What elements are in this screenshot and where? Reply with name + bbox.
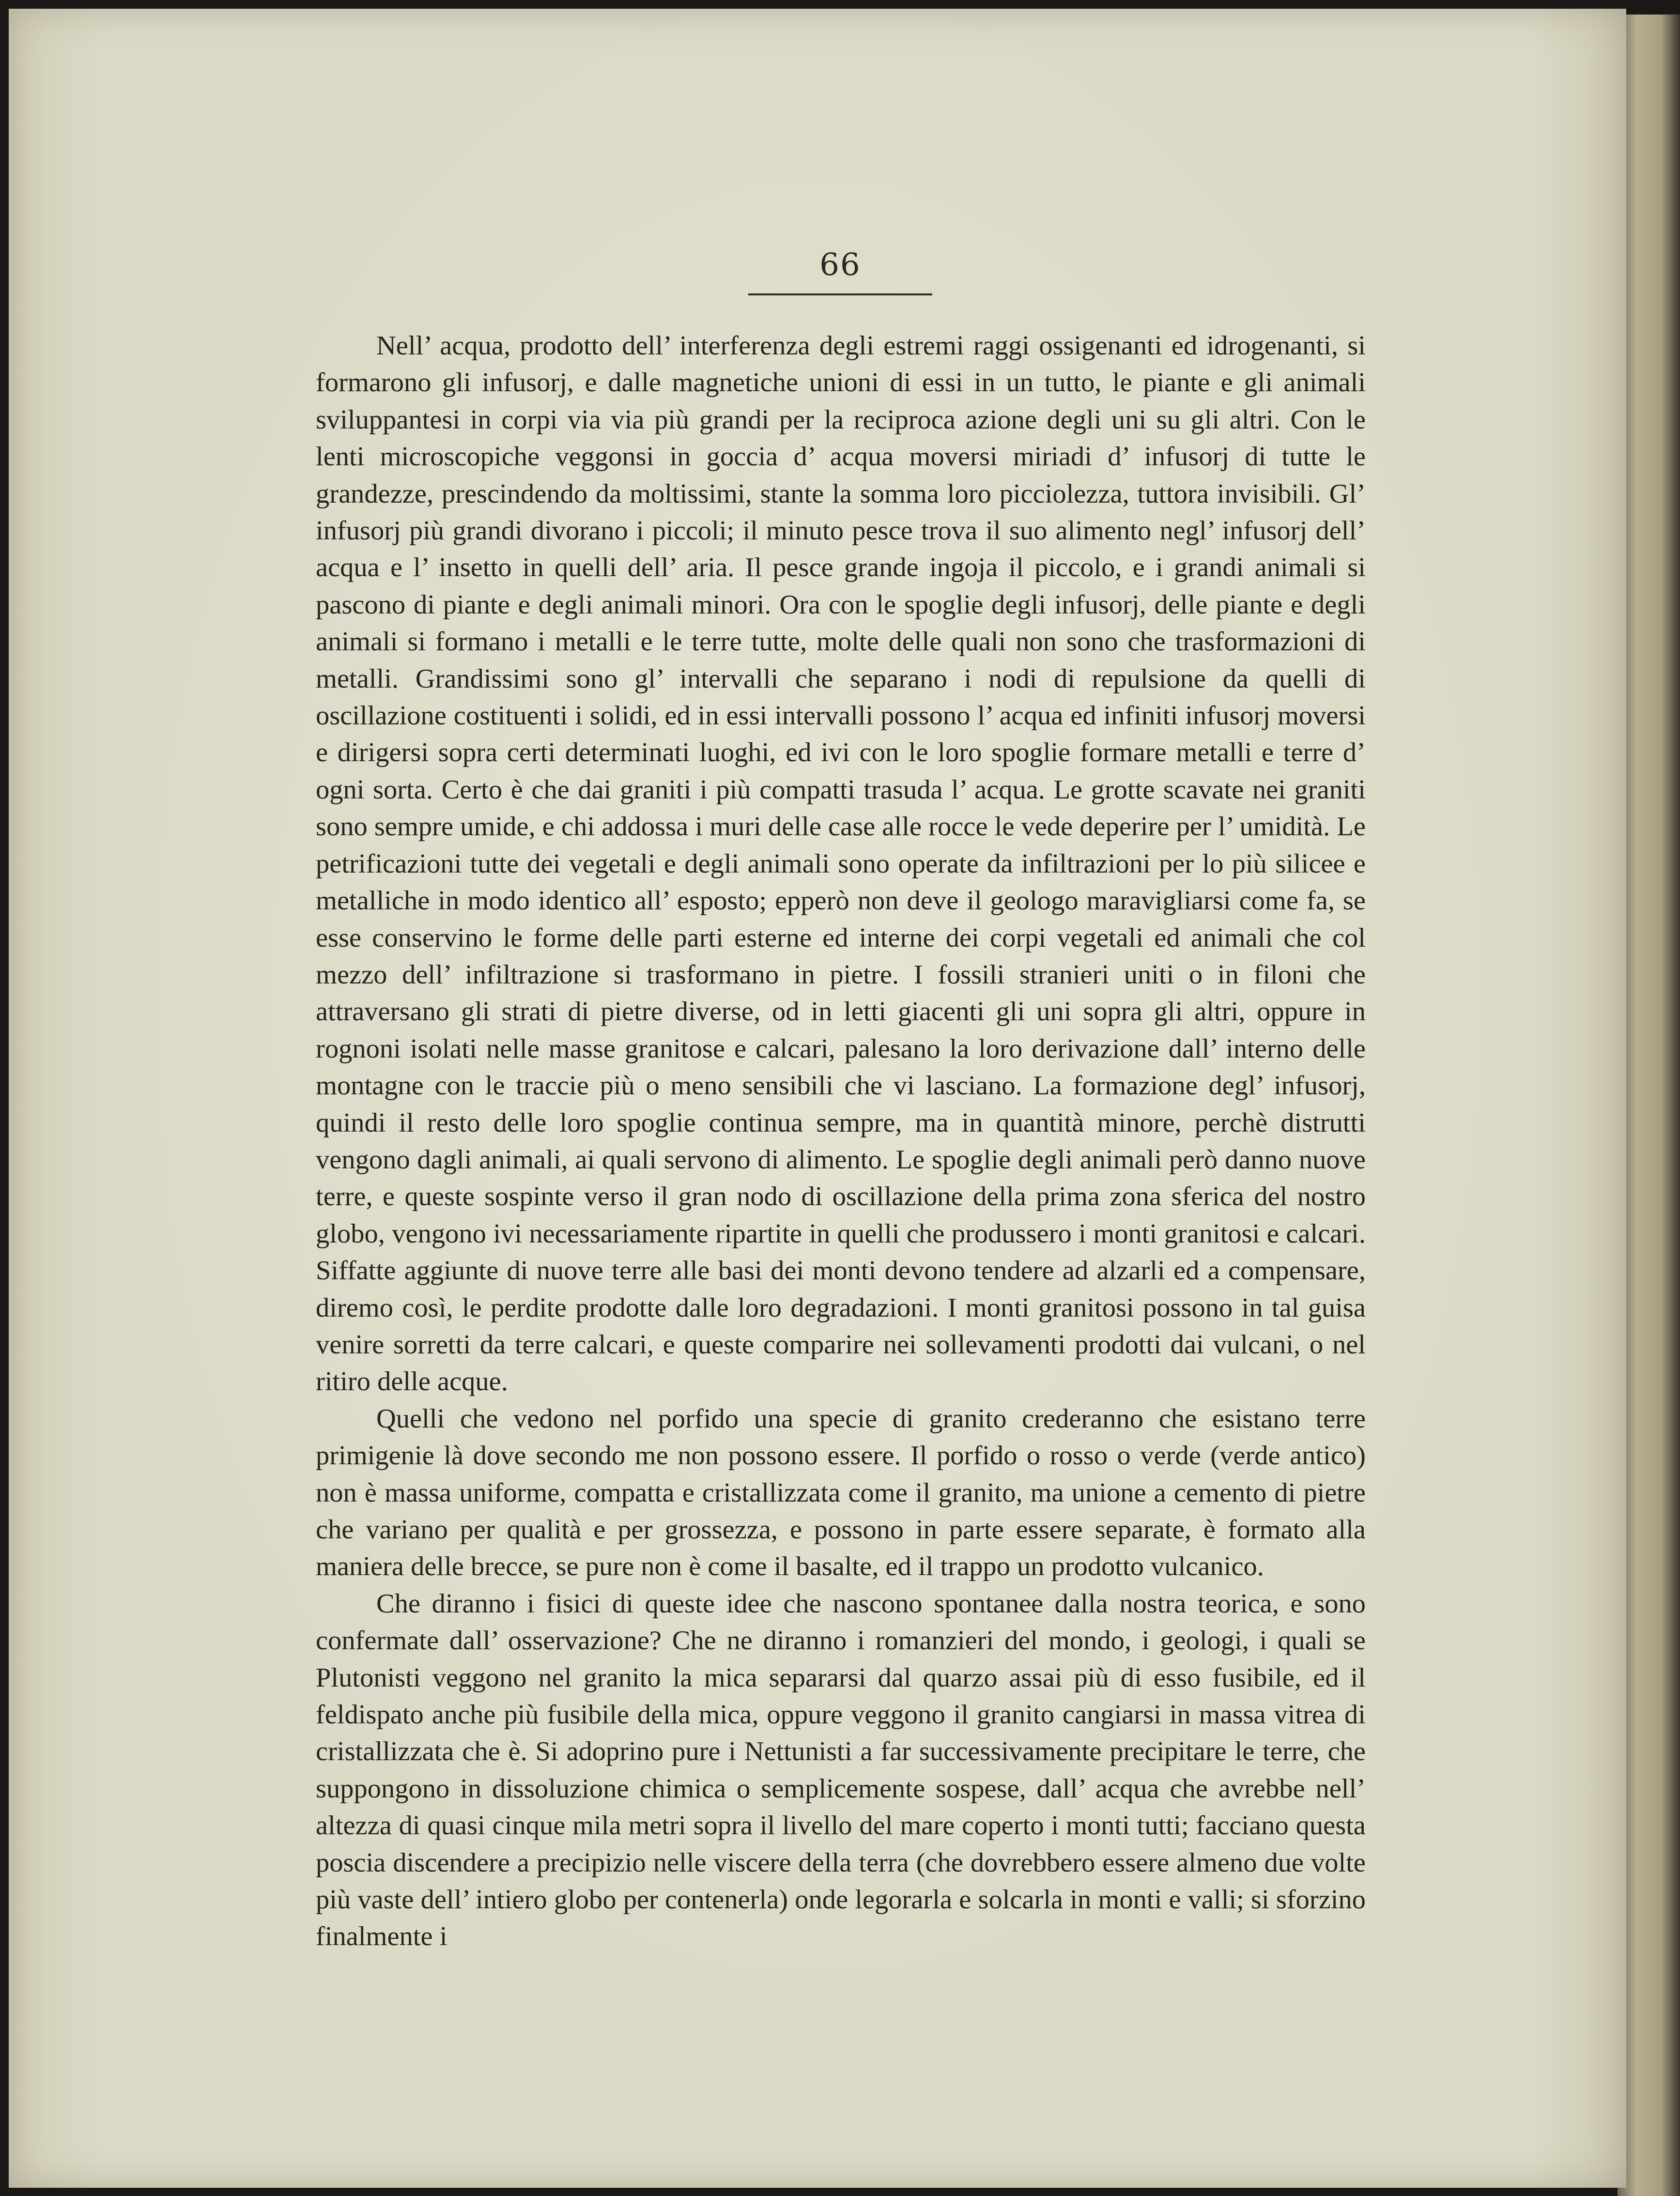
page-number: 66 bbox=[819, 247, 861, 283]
adjacent-page-edge bbox=[1618, 15, 1680, 2196]
paragraph-1: Nell’ acqua, prodotto dell’ interferenza degli estremi raggi ossigenanti ed idrogenanti, si formarono gli infusorj, e dalle magnetiche unioni di essi in un tutto, le piante e gli animali sviluppantesi in corpi via via più grandi per la reciproca azione degli uni su gli altri. Con le lenti microscopiche veggonsi in goccia d’ acqua moversi miriadi d’ infusorj di tutte le grandezze, prescindendo da moltissimi, stante la somma loro picciolezza, tuttora invisibili. Gl’ infusorj più grandi divorano i piccoli; il minuto pesce trova il suo alimento negl’ infusorj dell’ acqua e l’ insetto in quelli dell’ aria. Il pesce grande ingoja il piccolo, e i grandi animali si pascono di piante e degli animali minori. Ora con le spoglie degli infusorj, delle piante e degli animali si formano i metalli e le terre tutte, molte delle quali non sono che trasformazioni di metalli. Grandissimi sono gl’ intervalli che separano i nodi di repulsione da quelli di oscillazione costituenti i solidi, ed in essi intervalli possono l’ acqua ed infiniti infusorj moversi e dirigersi sopra certi determinati luoghi, ed ivi con le loro spoglie formare metalli e terre d’ ogni sorta. Certo è che dai graniti i più compatti trasuda l’ acqua. Le grotte scavate nei graniti sono sempre umide, e chi addossa i muri delle case alle rocce le vede deperire per l’ umidità. Le petrificazioni tutte dei vegetali e degli animali sono operate da infiltrazioni per lo più silicee e metalliche in modo identico all’ esposto; epperò non deve il geologo maravigliarsi come fa, se esse conservino le forme delle parti esterne ed interne dei corpi vegetali ed animali che col mezzo dell’ infiltrazione si trasformano in pietre. I fossili stranieri uniti o in filoni che attraversano gli strati di pietre diverse, od in letti giacenti gli uni sopra gli altri, oppure in rognoni isolati nelle masse granitose e calcari, palesano la loro derivazione dall’ interno delle montagne con le traccie più o meno sensibili che vi lasciano. La formazione degl’ infusorj, quindi il resto delle loro spoglie continua sempre, ma in quantità minore, perchè distrutti vengono dagli animali, ai quali servono di alimento. Le spoglie degli animali però danno nuove terre, e queste sospinte verso il gran nodo di oscillazione della prima zona sferica del nostro globo, vengono ivi necessariamente ripartite in quelli che produssero i monti granitosi e calcari. Siffatte aggiunte di nuove terre alle basi dei monti devono tendere ad alzarli ed a compensare, diremo così, le perdite prodotte dalle loro degradazioni. I monti granitosi possono in tal guisa venire sorretti da terre calcari, e queste comparire nei sollevamenti prodotti dai vulcani, o nel ritiro delle acque. bbox=[316, 331, 1366, 1397]
paragraph-3: Che diranno i fisici di queste idee che nascono spontanee dalla nostra teorica, e sono confermate dall’ osservazione? Che ne diranno i romanzieri del mondo, i geologi, i quali se Plutonisti veggono nel granito la mica separarsi dal quarzo assai più di esso fusibile, ed il feldispato anche più fusibile della mica, oppure veggono il granito cangiarsi in massa vitrea di cristallizzata che è. Si adoprino pure i Nettunisti a far successivamente precipitare le terre, che suppongono in dissoluzione chimica o semplicemente sospese, dall’ acqua che avrebbe nell’ altezza di quasi cinque mila metri sopra il livello del mare coperto i monti tutti; facciano questa poscia discendere a precipizio nelle viscere della terra (che dovrebbero essere almeno due volte più vaste dell’ intiero globo per contenerla) onde legorarla e solcarla in monti e valli; si sforzino finalmente i bbox=[316, 1588, 1366, 1952]
paragraph-2: Quelli che vedono nel porfido una specie di granito crederanno che esistano terre primigenie là dove secondo me non possono essere. Il porfido o rosso o verde (verde antico) non è massa uniforme, compatta e cristallizzata come il granito, ma unione a cemento di pietre che variano per qualità e per grossezza, e possono in parte essere separate, è formato alla maniera delle brecce, se pure non è come il basalte, ed il trappo un prodotto vulcanico. bbox=[316, 1403, 1366, 1582]
header-rule bbox=[748, 293, 932, 295]
body-text bbox=[316, 327, 1366, 1955]
